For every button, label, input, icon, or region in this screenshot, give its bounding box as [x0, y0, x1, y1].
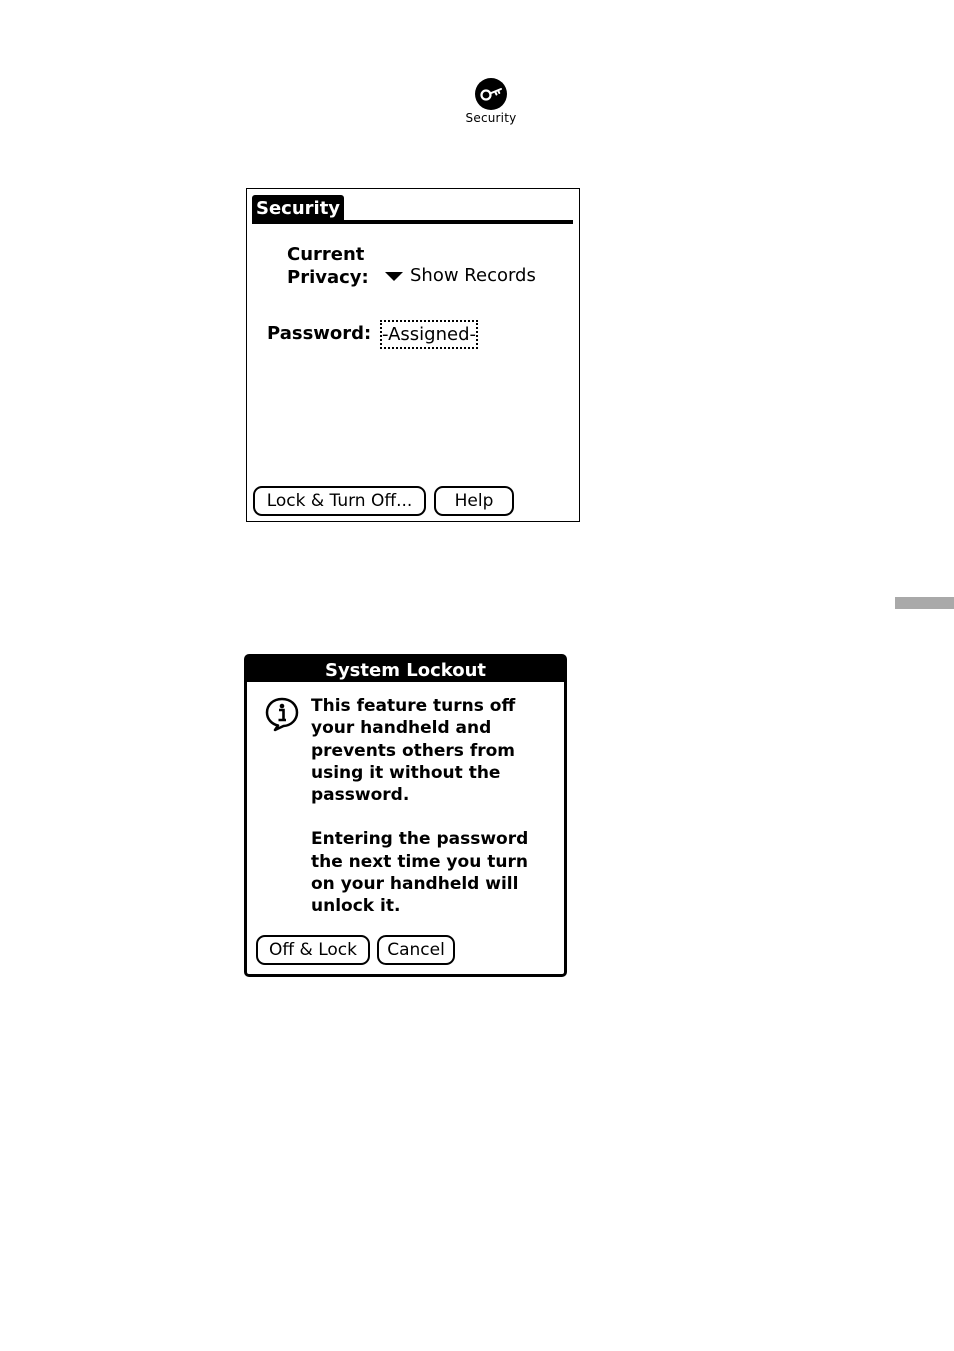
- key-icon: [475, 78, 507, 110]
- dropdown-triangle-icon: [385, 272, 403, 281]
- screen-title: Security: [252, 195, 344, 220]
- cancel-button[interactable]: Cancel: [377, 935, 455, 965]
- app-icon-label: Security: [465, 111, 517, 125]
- page-edge-tab: [895, 597, 954, 609]
- password-label: Password:: [267, 323, 372, 344]
- off-lock-button[interactable]: Off & Lock: [256, 935, 370, 965]
- current-privacy-label-line1: Current: [287, 244, 365, 265]
- system-lockout-dialog: [244, 654, 567, 977]
- lock-turn-off-button[interactable]: Lock & Turn Off...: [253, 486, 426, 516]
- title-rule: [252, 220, 573, 224]
- help-button[interactable]: Help: [434, 486, 514, 516]
- title-bar: [252, 195, 573, 224]
- info-icon: [264, 696, 300, 732]
- current-privacy-value: Show Records: [410, 265, 536, 286]
- dialog-message-paragraph-1: This feature turns off your handheld and prevents others from using it without the password.: [311, 696, 516, 806]
- current-privacy-label: [287, 243, 369, 289]
- current-privacy-popup[interactable]: [385, 265, 536, 287]
- dialog-message: [311, 695, 555, 918]
- dialog-message-paragraph-2: Entering the password the next time you turn on your handheld will unlock it.: [311, 829, 529, 917]
- current-privacy-label-line2: Privacy:: [287, 267, 369, 288]
- security-app-icon[interactable]: [462, 78, 520, 125]
- dialog-title: System Lockout: [247, 657, 564, 682]
- security-screen: [246, 188, 580, 522]
- password-field[interactable]: -Assigned-: [380, 320, 478, 349]
